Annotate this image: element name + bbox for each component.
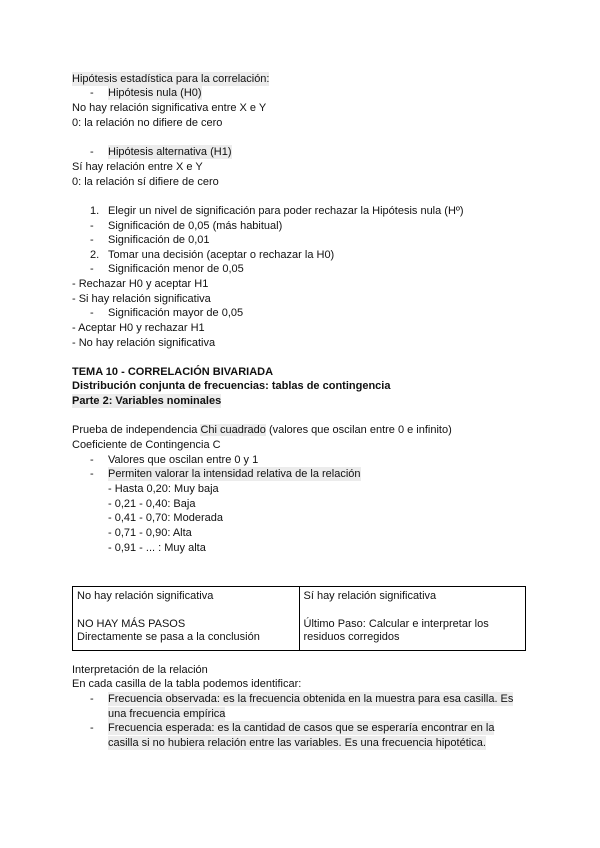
hipotesis-alt-bullet: Hipótesis alternativa (H1) — [108, 146, 232, 158]
significacion-menor: Significación menor de 0,05 — [108, 263, 244, 275]
escala-muy-alta: - 0,91 - ... : Muy alta — [108, 542, 206, 554]
interp-intro: En cada casilla de la tabla podemos identificar: — [72, 678, 302, 690]
bullet-dash: - — [90, 468, 94, 480]
bullet-dash: - — [90, 263, 94, 275]
cell-line: NO HAY MÁS PASOS — [77, 618, 186, 630]
step-2: Tomar una decisión (aceptar o rechazar la H0) — [108, 249, 335, 261]
significacion-005: Significación de 0,05 (más habitual) — [108, 220, 283, 232]
bullet-dash: - — [90, 722, 94, 734]
significacion-mayor: Significación mayor de 0,05 — [108, 307, 244, 319]
escala-alta: - 0,71 - 0,90: Alta — [108, 527, 192, 539]
tema-subtitle: Distribución conjunta de frecuencias: tablas de contingencia — [72, 380, 391, 392]
bullet-dash: - — [90, 454, 94, 466]
bullet-dash: - — [90, 87, 94, 99]
escala-moderada: - 0,41 - 0,70: Moderada — [108, 512, 223, 524]
frecuencia-esperada-1: Frecuencia esperada: es la cantidad de casos que se esperaría encontrar en la — [108, 722, 495, 734]
hipotesis-alt-line1: Sí hay relación entre X e Y — [72, 161, 203, 173]
si-relacion: - Si hay relación significativa — [72, 293, 211, 305]
step-1: Elegir un nivel de significación para poder rechazar la Hipótesis nula (Hº) — [108, 205, 464, 217]
chi-bullet-1: Valores que oscilan entre 0 y 1 — [108, 454, 259, 466]
escala-baja: - 0,21 - 0,40: Baja — [108, 498, 196, 510]
bullet-dash: - — [90, 220, 94, 232]
hipotesis-nula-line2: 0: la relación no difiere de cero — [72, 117, 223, 129]
cell-title: No hay relación significativa — [77, 590, 214, 602]
hipotesis-nula-bullet: Hipótesis nula (H0) — [108, 87, 202, 99]
cell-line: Directamente se pasa a la conclusión — [77, 631, 260, 643]
tema-title: TEMA 10 - CORRELACIÓN BIVARIADA — [72, 366, 274, 378]
frecuencia-observada-2: una frecuencia empírica — [108, 708, 226, 720]
cell-line: Último Paso: Calcular e interpretar los — [303, 618, 489, 630]
bullet-dash: - — [90, 307, 94, 319]
escala-muy-baja: - Hasta 0,20: Muy baja — [108, 483, 219, 495]
bullet-dash: - — [90, 693, 94, 705]
interp-heading: Interpretación de la relación — [72, 664, 208, 676]
step-number: 2. — [90, 249, 100, 261]
significacion-001: Significación de 0,01 — [108, 234, 210, 246]
step-number: 1. — [90, 205, 100, 217]
coeficiente-c: Coeficiente de Contingencia C — [72, 439, 221, 451]
no-relacion: - No hay relación significativa — [72, 337, 216, 349]
rechazar-h0: - Rechazar H0 y aceptar H1 — [72, 278, 209, 290]
bullet-dash: - — [90, 234, 94, 246]
hipotesis-nula-line1: No hay relación significativa entre X e Y — [72, 102, 267, 114]
tema-part: Parte 2: Variables nominales — [72, 395, 222, 407]
aceptar-h0: - Aceptar H0 y rechazar H1 — [72, 322, 205, 334]
chi-bullet-2: Permiten valorar la intensidad relativa de la relación — [108, 468, 361, 480]
chi-line-pre: Prueba de independencia — [72, 424, 201, 436]
frecuencia-esperada-2: casilla si no hubiera relación entre las variables. Es una frecuencia hipotética. — [108, 737, 486, 749]
cell-title: Sí hay relación significativa — [303, 590, 437, 602]
hipotesis-alt-line2: 0: la relación sí difiere de cero — [72, 176, 219, 188]
chi-line — [72, 423, 452, 437]
chi-cuadrado-term: Chi cuadrado — [200, 424, 266, 436]
bullet-dash: - — [90, 146, 94, 158]
table-cell-si-relacion — [299, 587, 526, 651]
cell-line: residuos corregidos — [303, 631, 400, 643]
table-cell-no-relacion — [73, 587, 300, 651]
hipotesis-heading: Hipótesis estadística para la correlación: — [72, 73, 270, 85]
table-row — [73, 587, 526, 651]
frecuencia-observada-1: Frecuencia observada: es la frecuencia obtenida en la muestra para esa casilla. Es — [108, 693, 514, 705]
decision-table — [72, 586, 526, 651]
chi-line-post: (valores que oscilan entre 0 e infinito) — [265, 424, 452, 436]
